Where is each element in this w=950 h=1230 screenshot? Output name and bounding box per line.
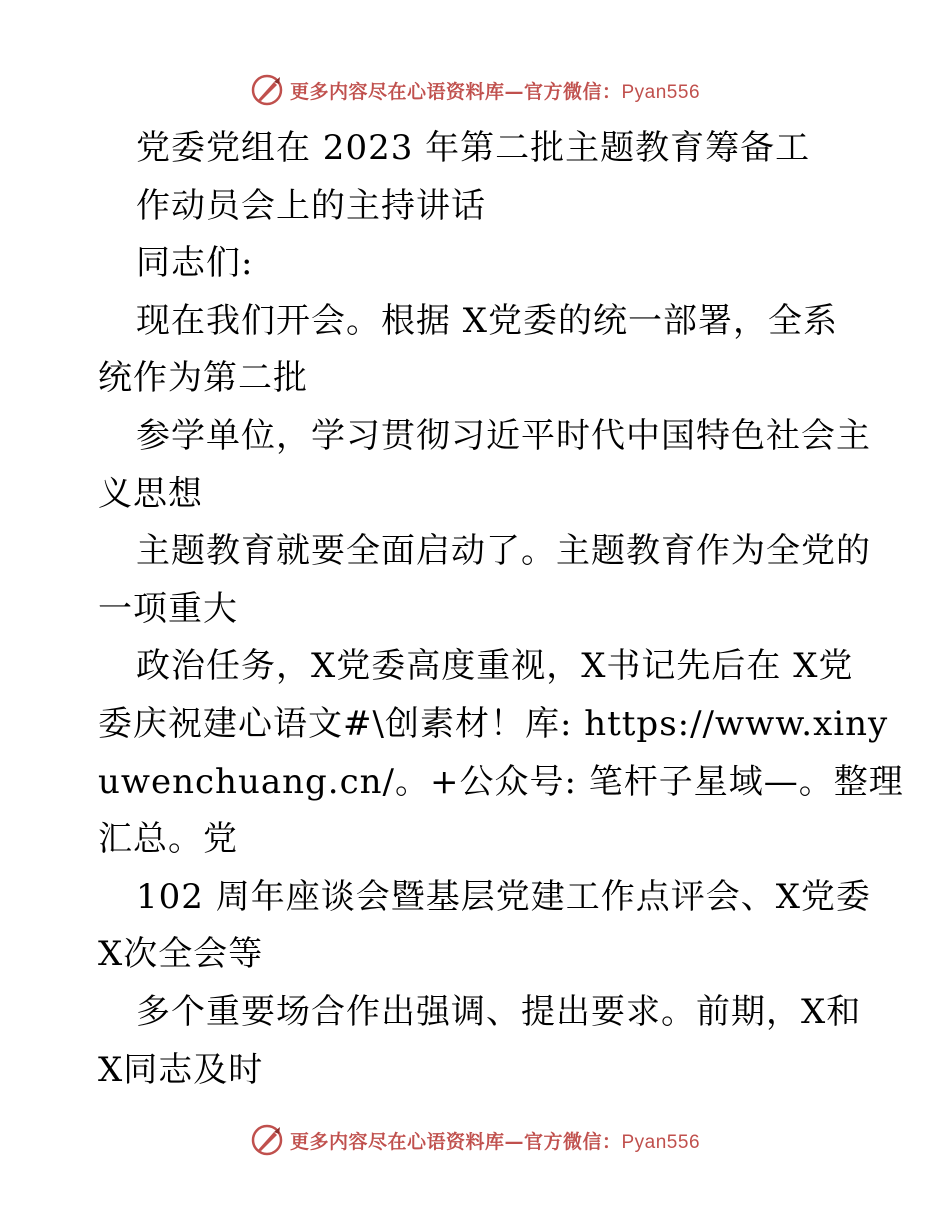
- text-line: 一项重大: [98, 588, 238, 629]
- text-line: 义思想: [98, 473, 203, 514]
- text-line: 参学单位，学习贯彻习近平时代中国特色社会主: [136, 415, 871, 456]
- text-line: X同志及时: [98, 1049, 264, 1090]
- header-watermark: [0, 70, 950, 110]
- watermark-text: 更多内容尽在心语资料库—官方微信：Pyan556: [289, 1130, 701, 1153]
- footer-watermark: [0, 1120, 950, 1160]
- text-line: 多个重要场合作出强调、提出要求。前期，X和: [136, 991, 862, 1032]
- text-line: 政治任务，X党委高度重视，X书记先后在 X党: [136, 646, 854, 687]
- text-line: 现在我们开会。根据 X党委的统一部署，全系: [136, 300, 839, 341]
- text-line: 党委党组在 2023 年第二批主题教育筹备工: [136, 128, 811, 168]
- quill-pen-logo-icon: [250, 1123, 284, 1157]
- text-line: 102 周年座谈会暨基层党建工作点评会、X党委: [136, 876, 871, 917]
- document-body: [98, 120, 904, 1099]
- text-line: 主题教育就要全面启动了。主题教育作为全党的: [136, 531, 871, 572]
- quill-pen-logo-icon: [250, 73, 284, 107]
- text-line: 委庆祝建心语文#\创素材！库: https://www.xiny: [98, 703, 889, 744]
- text-line: X次全会等: [98, 934, 264, 975]
- text-line: 作动员会上的主持讲话: [136, 185, 486, 226]
- watermark-text: 更多内容尽在心语资料库—官方微信：Pyan556: [289, 80, 701, 103]
- text-line: 汇总。党: [98, 819, 238, 860]
- text-line: uwenchuang.cn/。+公众号: 笔杆子星域—。整理: [98, 761, 904, 802]
- text-line: 统作为第二批: [98, 358, 308, 399]
- text-line: 同志们:: [136, 243, 254, 284]
